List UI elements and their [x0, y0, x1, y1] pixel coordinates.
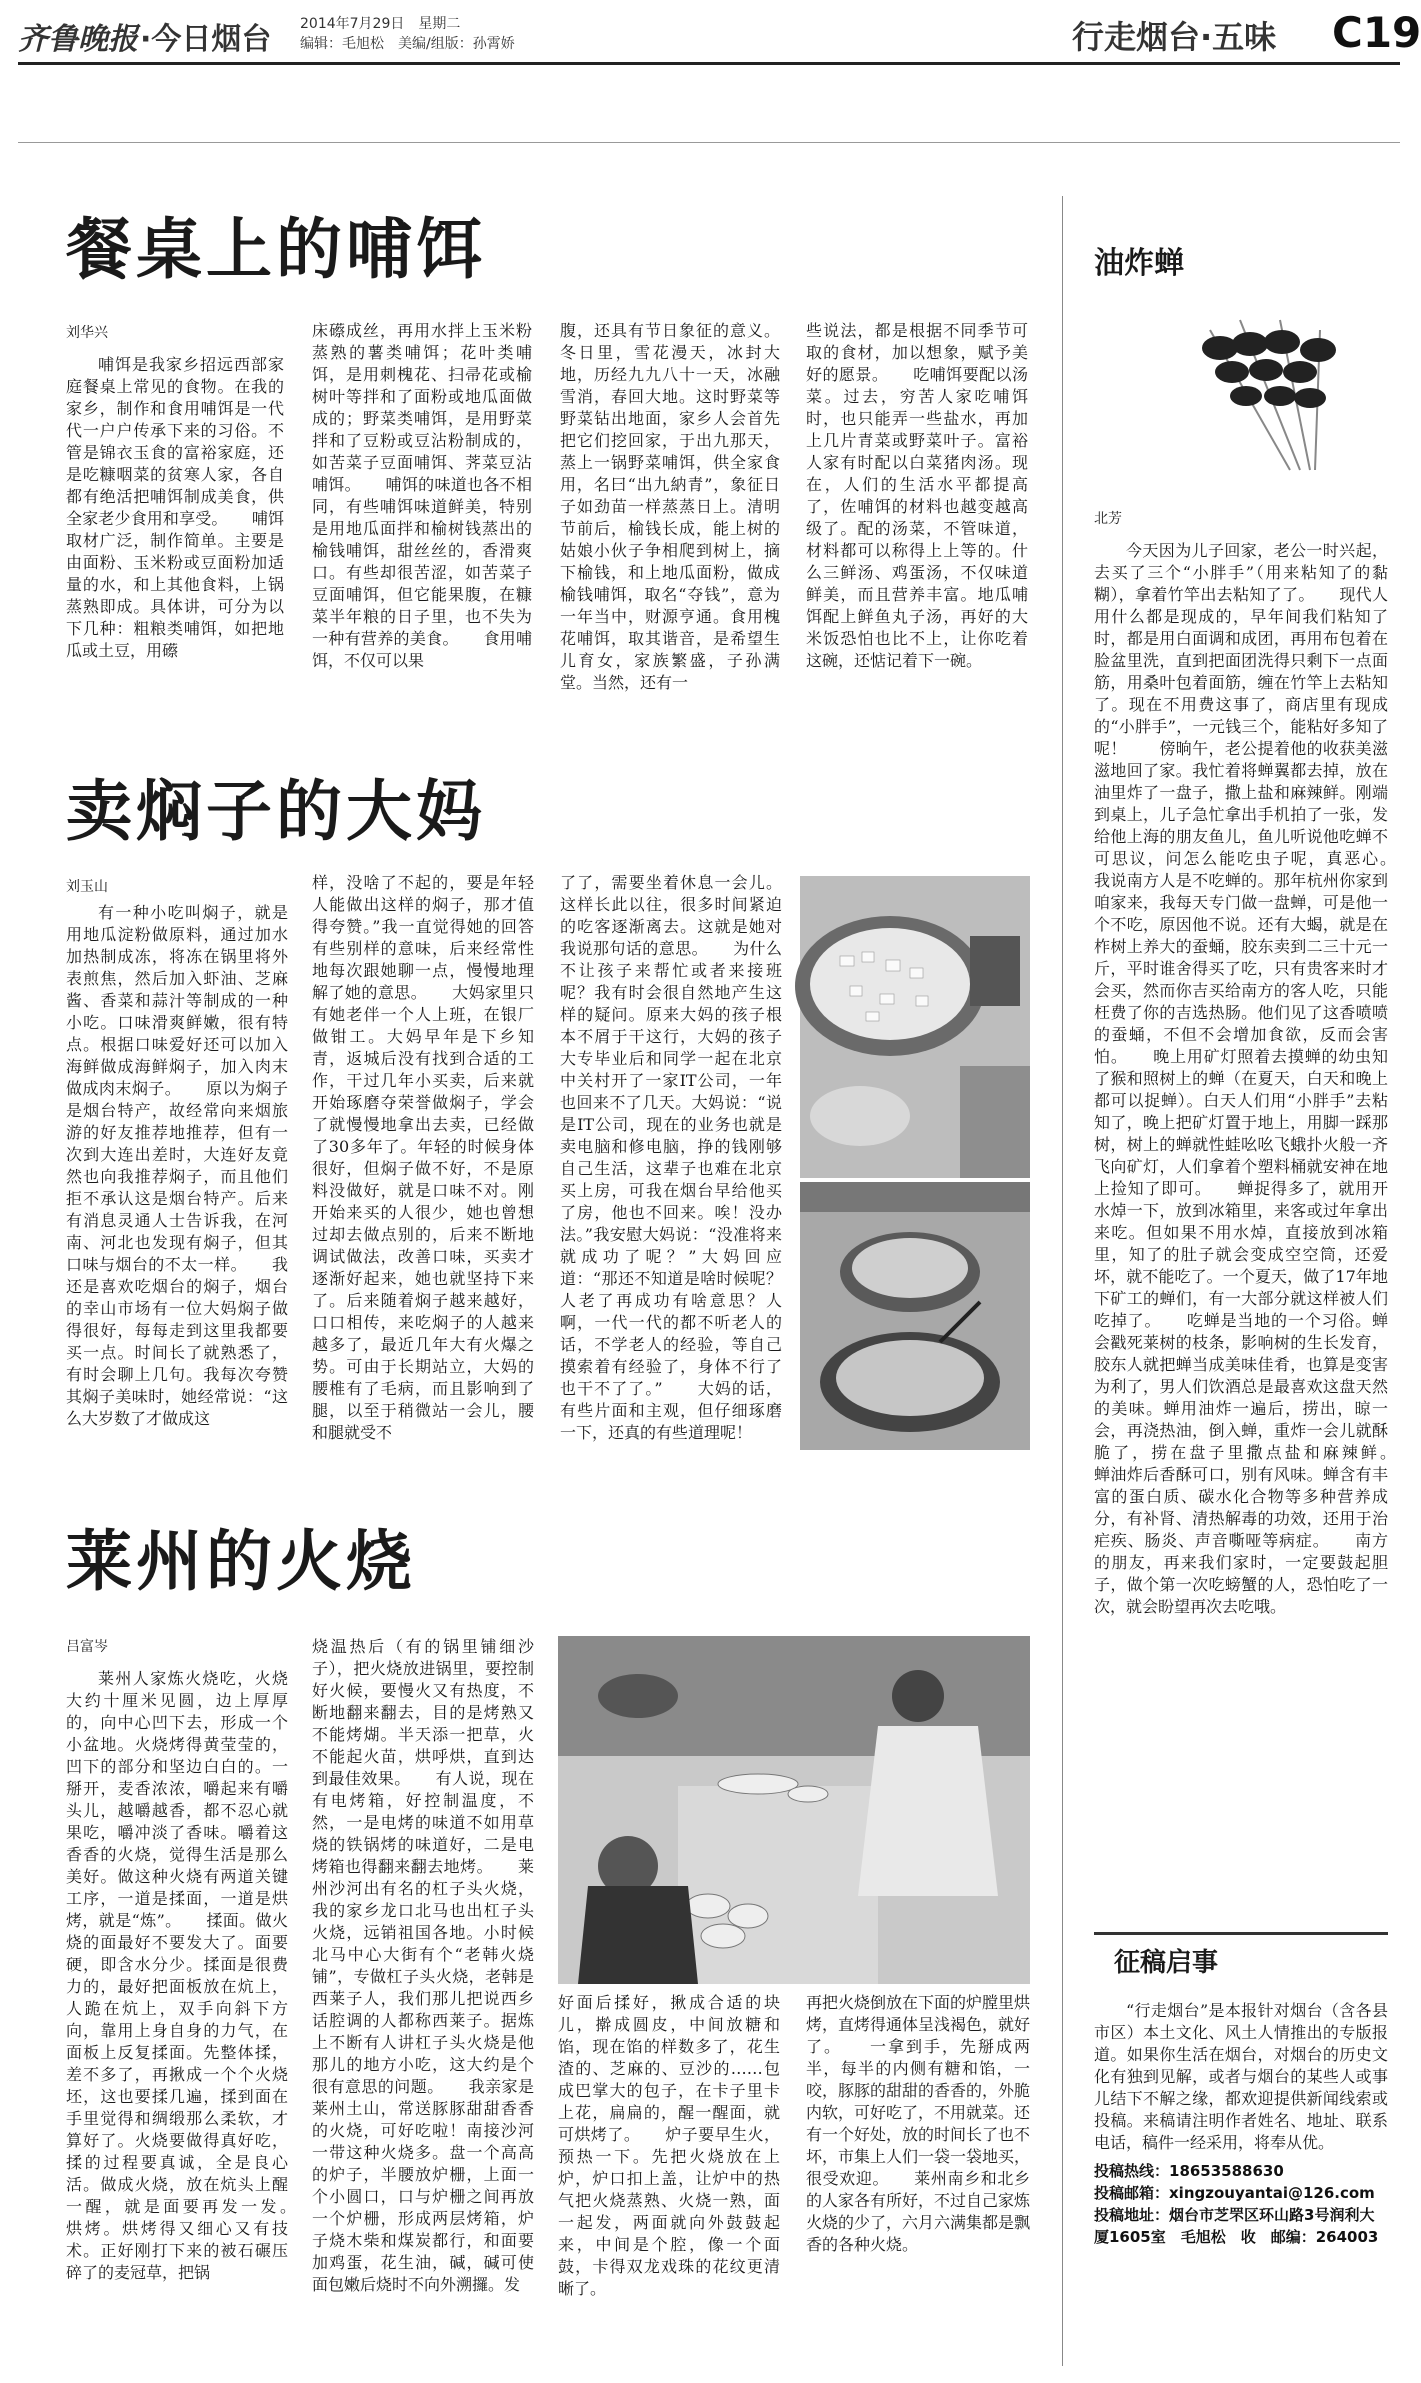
article3-column-3: 好面后揉好，揪成合适的块儿，擀成圆皮，中间放糖和馅，现在馅的样数多了，花生渣的、芝麻的、豆沙的……包成巴掌大的包子，在卡子里卡上花，扁扁的，醒一醒面，就可烘烤了。 炉子要早生火，预热一下。先把火烧放在上炉，炉口扣上盖，让炉中的热气把火烧蒸熟、火烧一熟，面一起发，两面就向外鼓鼓起来，中间是个腔，像一个面鼓，卡得双龙戏珠的花纹更清晰了。: [558, 1993, 780, 2298]
newspaper-logo: 齐鲁晚报: [18, 22, 138, 57]
notice-body: “行走烟台”是本报针对烟台（含各县市区）本土文化、风土人情推出的专版报道。如果你生活在烟台，对烟台的历史文化有独到见解，或者与烟台的某些人或事儿结下不解之缘，都欢迎提供新闻线索或投稿。来稿请注明作者姓名、地址、联系电话，稿件一经采用，将奉从优。: [1094, 2001, 1388, 2152]
article2-byline: 刘玉山: [66, 879, 108, 895]
article3-byline: 吕富岑: [66, 1639, 108, 1655]
frying-pan-photo: [800, 876, 1030, 1178]
issue-date: 2014年7月29日 星期二: [300, 16, 461, 32]
article1-column-3: 腹，还具有节日象征的意义。冬日里，雪花漫天，冰封大地，历经九九八十一天，冰融雪消，春回大地。这时野菜等野菜钻出地面，家乡人会首先把它们挖回家，于出九那天，蒸上一锅野菜哺饵，供全家食用，名曰“出九納青”，象征日子如劲苗一样蒸蒸日上。清明节前后，榆钱长成，能上树的姑娘小伙子争相爬到树上，摘下榆钱，和上地瓜面粉，做成榆钱哺饵，取名“夺钱”，意为一年当中，财源亨通。食用槐花哺饵，取其谐音，是希望生儿育女，家族繁盛，子孙满堂。当然，还有一: [560, 321, 780, 692]
article2-headline: 卖焖子的大妈: [66, 773, 486, 850]
sidebar-byline: 北芳: [1094, 511, 1122, 527]
editor-credits: 编辑：毛旭松 美编/组版：孙霄娇: [300, 36, 515, 52]
issue-meta: [300, 14, 600, 54]
notice-contact: [1094, 2160, 1388, 2248]
article3-column-4: 再把火烧倒放在下面的炉膛里烘烤，直烤得通体呈浅褐色，就好了。 一拿到手，先掰成两半，每半的内侧有糖和馅，一咬，豚豚的甜甜的香香的，外脆内软，可好吃了，不用就菜。还有一个好处，放的时间长了也不坏，市集上人们一袋一袋地买，很受欢迎。 莱州南乡和北乡的人家各有所好，不过自己家炼火烧的少了，六月六满集都是飘香的各种火烧。: [806, 1993, 1031, 2254]
article2-column-3: 了了，需要坐着休息一会儿。这样长此以往，很多时间紧迫的吃客逐渐离去。这就是她对我说那句话的意思。 为什么不让孩子来帮忙或者来接班呢？我有时会很自然地产生这样的疑问。原来大妈的孩子根本不屑于干这行，大妈的孩子大专毕业后和同学一起在北京中关村开了一家IT公司，一年也回来不了几天。大妈说：“说是IT公司，现在的业务也就是卖电脑和修电脑，挣的钱刚够自己生活，这辈子也难在北京买上房，可我在烟台早给他买了房，他也不回来。唉！没办法。”我安慰大妈说：“没准将来就成功了呢？”大妈回应道：“那还不知道是啥时候呢？人老了再成功有啥意思？人啊，一代一代的都不听老人的话，不学老人的经验，等自己摸索着有经验了，身体不行了也干不了了。” 大妈的话，有些片面和主观，但仔细琢磨一下，还真的有些道理呢！: [560, 873, 782, 1442]
article1-column-1: 哺饵是我家乡招远西部家庭餐桌上常见的食物。在我的家乡，制作和食用哺饵是一代代一户户传承下来的习俗。不管是锦衣玉食的富裕家庭，还是吃糠咽菜的贫寒人家，各自都有绝活把哺饵制成美食，供全家老少食用和享受。 哺饵取材广泛，制作简单。主要是由面粉、玉米粉或豆面粉加适量的水，和上其他食料，上锅蒸熟即成。具体讲，可分为以下几种：粗粮类哺饵，如把地瓜或土豆，用礤: [66, 355, 284, 660]
notice-hotline: 投稿热线：18653588630: [1094, 2162, 1284, 2180]
notice-email: 投稿邮箱：xingzouyantai@126.com: [1094, 2184, 1375, 2202]
bread-oven-photo: [558, 1636, 1030, 1984]
vendor-woman-photo: [800, 1182, 1030, 1450]
article3-headline: 莱州的火烧: [66, 1523, 416, 1600]
page-number: C19: [1332, 8, 1421, 57]
article3-column-1: 莱州人家炼火烧吃，火烧大约十厘米见圆，边上厚厚的，向中心凹下去，形成一个小盆地。火烧烤得黄莹莹的，凹下的部分和坚边白白的。一掰开，麦香浓浓，嚼起来有嚼头儿，越嚼越香，都不忍心就果吃，嚼冲淡了香味。嚼着这香香的火烧，觉得生活是那么美好。做这种火烧有两道关键工序，一道是揉面，一道是烘烤，就是“炼”。 揉面。做火烧的面最好不要发大了。面要硬，即含水分少。揉面是很费力的，最好把面板放在炕上，人跪在炕上，双手向斜下方向，靠用上身自身的力气，在面板上反复揉面。先整体揉，差不多了，再揪成一个个火烧坯，这也要揉几遍，揉到面在手里觉得和绸缎那么柔软，才算好了。火烧要做得真好吃，揉的过程要真诚，全是良心活。做成火烧，放在炕头上醒一醒，就是面要再发一发。 烘烤。烘烤得又细心又有技术。正好刚打下来的被石碾压碎了的麦冠草，把锅: [66, 1669, 321, 2282]
column-divider: [1062, 196, 1063, 2366]
divider-line: [18, 142, 1400, 143]
article1-column-4: 些说法，都是根据不同季节可取的食材，加以想象，赋予美好的愿景。 吃哺饵要配以汤菜。过去，穷苦人家吃哺饵时，也只能弄一些盐水，再加上几片青菜或野菜叶子。富裕人家有时配以白菜猪肉汤。现在，人们的生活水平都提高了，佐哺饵的材料也越变越高级了。配的汤菜，不管味道，材料都可以称得上上等的。什么三鲜汤、鸡蛋汤，不仅味道鲜美，而且营养丰富。地瓜哺饵配上鲜鱼丸子汤，再好的大米饭恐怕也比不上，让你吃着这碗，还惦记着下一碗。: [806, 321, 1028, 670]
article1-byline: 刘华兴: [66, 325, 108, 341]
section-title: 行走烟台·五味: [1072, 18, 1277, 56]
notice-title: 征稿启事: [1114, 1948, 1219, 1978]
notice-rule: [1094, 1932, 1388, 1935]
article2-column-2: 样，没啥了不起的，要是年轻人能做出这样的焖子，那才值得夸赞。”我一直觉得她的回答有些别样的意味，后来经常性地每次跟她聊一点，慢慢地理解了她的意思。 大妈家里只有她老伴一个人上班，在银厂做钳工。大妈早年是下乡知青，返城后没有找到合适的工作，干过几年小买卖，后来就开始琢磨夺荣誉做焖子，学会了就慢慢地拿出去卖，已经做了30多年了。年轻的时候身体很好，但焖子做不好，不是原料没做好，就是口味不对。刚开始来买的人很少，她也曾想过却去做点别的，后来不断地调试做法，改善口味，买卖才逐渐好起来，她也就坚持下来了。后来随着焖子越来越好，口口相传，来吃焖子的人越来越多了，最近几年大有火爆之势。可由于长期站立，大妈的腰椎有了毛病，而且影响到了腿，以至于稍微站一会儿，腰和腿就受不: [312, 873, 534, 1442]
article1-column-2: 床礤成丝，再用水拌上玉米粉蒸熟的薯类哺饵；花叶类哺饵，是用刺槐花、扫帚花或榆树叶等拌和了面粉或地瓜面做成的；野菜类哺饵，是用野菜拌和了豆粉或豆沾粉制成的，如苦菜子豆面哺饵、荠菜豆沾哺饵。 哺饵的味道也各不相同，有些哺饵味道鲜美，特别是用地瓜面拌和榆树钱蒸出的榆钱哺饵，甜丝丝的，香滑爽口。有些却很苦涩，如苦菜子豆面哺饵，但它能果腹，在糠菜半年粮的日子里，也不失为一种有营养的美食。 食用哺饵，不仅可以果: [312, 321, 532, 670]
sidebar-headline: 油炸蝉: [1094, 246, 1184, 281]
notice-address: 投稿地址：烟台市芝罘区环山路3号润利大厦1605室 毛旭松 收 邮编：264003: [1094, 2206, 1379, 2246]
sidebar-body: 今天因为儿子回家，老公一时兴起，去买了三个“小胖手”（用来粘知了的黏糊），拿着竹竿出去粘知了了。 现代人用什么都是现成的，早年间我们粘知了时，都是用白面调和成团，再用布包着在脸盆里洗，直到把面团洗得只剩下一点面筋，用桑叶包着面筋，缠在竹竿上去粘知了。现在不用费这事了，商店里有现成的“小胖手”，一元钱三个，能粘好多知了呢！ 傍晌午，老公提着他的收获美滋滋地回了家。我忙着将蝉翼都去掉，放在油里炸了一盘子，撒上盐和麻辣鲜。刚端到桌上，儿子急忙拿出手机拍了一张，发给他上海的朋友鱼儿，鱼儿听说他吃蝉不可思议，问怎么能吃虫子呢，真恶心。 我说南方人是不吃蝉的。那年杭州你家到咱家来，我每天专门做一盘蝉，可是他一个不吃，原因他不说。还有大蝎，就是在柞树上养大的蚕蛹，胶东卖到二三十元一斤，平时谁舍得买了吃，只有贵客来时才会买，然而你吉买给南方的客人吃，只能枉费了你的吉选热肠。他们见了这香喷喷的蚕蛹，不但不会增加食欲，反而会害怕。 晚上用矿灯照着去摸蝉的幼虫知了猴和照树上的蝉（在夏天，白天和晚上都可以捉蝉）。白天人们用“小胖手”去粘知了，晚上把矿灯置于地上，用脚一踩那树，树上的蝉就性蛙吆吆飞蛾扑火般一齐飞向矿灯，人们拿着个塑料桶就安神在地上捡知了即可。 蝉捉得多了，就用开水焯一下，放到冰箱里，来客或过年拿出来吃。但如果不用水焯，直接放到冰箱里，知了的肚子就会变成空空筒，还爱坏，就不能吃了。一个夏天，做了17年地下矿工的蝉们，有一大部分就这样被人们吃掉了。 吃蝉是当地的一个习俗。蝉会戳死莱树的枝条，影响树的生长发育，胶东人就把蝉当成美味佳肴，也算是变害为利了，男人们饮酒总是最喜欢这盘天然的美味。蝉用油炸一遍后，捞出，晾一会，再浇热油，倒入蝉，重炸一会儿就酥脆了，捞在盘子里撒点盐和麻辣鲜。 蝉油炸后香酥可口，别有风味。蝉含有丰富的蛋白质、碳水化合物等多种营养成分，有补肾、清热解毒的功效，还用于治疟疾、肠炎、声音嘶哑等病症。 南方的朋友，再来我们家时，一定要鼓起胆子，做个第一次吃螃蟹的人，恐怕吃了一次，就会盼望再次去吃哦。: [1094, 541, 1421, 1616]
article3-column-2: 烧温热后（有的锅里铺细沙子），把火烧放进锅里，要控制好火候，要慢火又有热度，不断地翻来翻去，目的是烤熟又不能烤煳。半天添一把草，火不能起火苗，烘呼烘，直到达到最佳效果。 有人说，现在有电烤箱，好控制温度，不然，一是电烤的味道不如用草烧的铁锅烤的味道好，二是电烤箱也得翻来翻去地烤。 莱州沙河出有名的杠子头火烧，我的家乡龙口北马也出杠子头火烧，远销祖国各地。小时候北马中心大街有个“老韩火烧铺”，专做杠子头火烧，老韩是西莱子人，我们那儿把说西乡话腔调的人都称西莱子。据炼上不断有人讲杠子头火烧是他那儿的地方小吃，这大约是个很有意思的问题。 我亲家是莱州土山，常送豚豚甜甜香香的火烧，可好吃啦！南接沙河一带这种火烧多。盘一个高高的炉子，半腰放炉栅，上面一个小圆口，口与炉栅之间再放一个炉栅，形成两层烤箱，炉子烧木柴和煤炭都行，和面要加鸡蛋，花生油，碱，碱可使面包嫩后烧时不向外溯攞。发: [312, 1637, 534, 2294]
article1-headline: 餐桌上的哺饵: [66, 211, 486, 288]
edition-name: ·今日烟台: [140, 22, 272, 57]
header-rule: [18, 62, 1400, 65]
article2-column-1: 有一种小吃叫焖子，就是用地瓜淀粉做原料，通过加水加热制成冻，将冻在锅里将外表煎焦，然后加入虾油、芝麻酱、香菜和蒜汁等制成的一种小吃。口味滑爽鲜嫩，很有特点。根据口味爱好还可以加入海鲜做成海鲜焖子，加入肉末做成肉末焖子。 原以为焖子是烟台特产，故经常向来烟旅游的好友推荐地推荐，但有一次到大连出差时，大连好友竟然也向我推荐焖子，而且他们拒不承认这是烟台特产。后来有消息灵通人士告诉我，在河南、河北也发现有焖子，但其口味与烟台的不太一样。 我还是喜欢吃烟台的焖子，烟台的幸山市场有一位大妈焖子做得很好，每每走到这里我都要买一点。时间长了就熟悉了，有时会聊上几句。我每次夸赞其焖子美味时，她经常说：“这么大岁数了才做成这: [66, 903, 288, 1428]
fried-cicada-photo: [1150, 300, 1370, 480]
